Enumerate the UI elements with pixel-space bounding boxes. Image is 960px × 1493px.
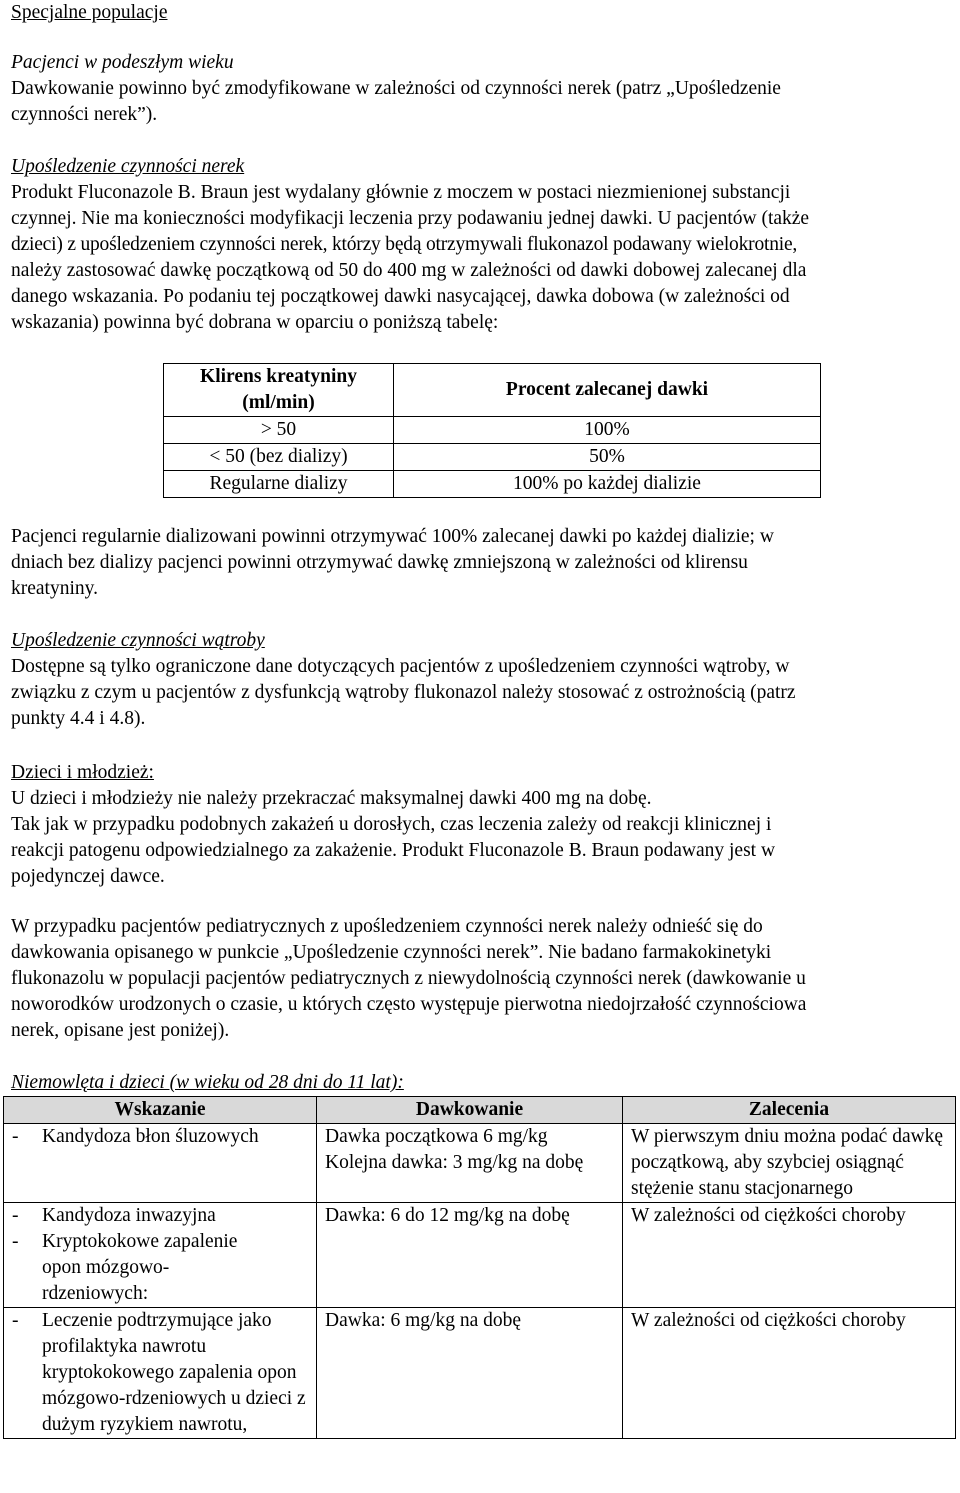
table-cell: Regularne dializy <box>164 471 394 498</box>
list-item <box>12 1229 312 1307</box>
table-cell-dose <box>317 1124 623 1203</box>
hepatic-section <box>11 628 951 732</box>
table-cell: < 50 (bez dializy) <box>164 444 394 471</box>
table-cell-recommendation: W zależności od ciężkości choroby <box>623 1203 956 1308</box>
dialysis-paragraph <box>11 524 951 602</box>
table-row <box>164 444 821 471</box>
indication-text: Kandydoza błon śluzowych <box>42 1126 259 1147</box>
dialysis-line: Pacjenci regularnie dializowani powinni otrzymywać 100% zalecanej dawki po każdej dializie; w <box>11 526 774 547</box>
renal-line: danego wskazania. Po podaniu tej początkowej dawki nasycającej, dawka dobowa (w zależności od <box>11 286 790 307</box>
renal-line: dzieci) z upośledzeniem czynności nerek, którzy będą otrzymywali flukonazol podawany wielokrotnie, <box>11 234 798 255</box>
table-header-indication: Wskazanie <box>4 1097 317 1124</box>
renal-line: należy zastosować dawkę początkową od 50 do 400 mg w zależności od dawki dobowej zalecanej dla <box>11 260 807 281</box>
table-row <box>4 1203 956 1308</box>
table-header-percent: Procent zalecanej dawki <box>394 364 821 417</box>
table-cell: 100% po każdej dializie <box>394 471 821 498</box>
children-line: reakcji patogenu odpowiedzialnego za zakażenie. Produkt Fluconazole B. Braun podawany jest w <box>11 840 776 861</box>
table-header-dosing: Dawkowanie <box>317 1097 623 1124</box>
table-cell-dose: Dawka: 6 mg/kg na dobę <box>317 1308 623 1439</box>
section-title: Specjalne populacje <box>11 2 168 23</box>
table-row <box>164 471 821 498</box>
dose-line: Dawka początkowa 6 mg/kg <box>325 1126 548 1147</box>
table-cell-indication <box>4 1203 317 1308</box>
header-line: Klirens kreatyniny <box>200 366 357 387</box>
children-line: Tak jak w przypadku podobnych zakażeń u dorosłych, czas leczenia zależy od reakcji klinicznej i <box>11 814 772 835</box>
pediatric-line: W przypadku pacjentów pediatrycznych z upośledzeniem czynności nerek należy odnieść się do <box>11 916 763 937</box>
pediatric-line: flukonazolu w populacji pacjentów pediatrycznych z niewydolnością czynności nerek (dawkowanie u <box>11 968 806 989</box>
list-dash: - <box>12 1205 19 1226</box>
table-cell-dose: Dawka: 6 do 12 mg/kg na dobę <box>317 1203 623 1308</box>
hepatic-line: punkty 4.4 i 4.8). <box>11 708 146 729</box>
list-dash: - <box>12 1126 19 1147</box>
renal-line: Produkt Fluconazole B. Braun jest wydalany głównie z moczem w postaci niezmienionej substancji <box>11 182 791 203</box>
pediatric-line: noworodków urodzonych o czasie, u których często występuje pierwotna niedojrzałość czynnościowa <box>11 994 807 1015</box>
elderly-heading: Pacjenci w podeszłym wieku <box>11 52 234 73</box>
children-line: pojedynczej dawce. <box>11 866 165 887</box>
list-item <box>12 1203 312 1229</box>
table-cell-indication <box>4 1308 317 1439</box>
dose-line: Kolejna dawka: 3 mg/kg na dobę <box>325 1152 584 1173</box>
elderly-section <box>11 50 951 128</box>
table-header-row <box>4 1097 956 1124</box>
hepatic-line: związku z czym u pacjentów z dysfunkcją wątroby flukonazol należy stosować z ostrożnością (patrz <box>11 682 796 703</box>
renal-line: wskazania) powinna być dobrana w oparciu o poniższą tabelę: <box>11 312 499 333</box>
renal-dose-table <box>163 363 821 498</box>
pediatric-line: nerek, opisane jest poniżej). <box>11 1020 230 1041</box>
infants-dosing-table <box>3 1096 956 1439</box>
table-cell-recommendation: W pierwszym dniu można podać dawkę początkową, aby szybciej osiągnąć stężenie stanu stacjonarnego <box>623 1124 956 1203</box>
table-row <box>4 1124 956 1203</box>
elderly-line: Dawkowanie powinno być zmodyfikowane w zależności od czynności nerek (patrz „Upośledzenie <box>11 78 781 99</box>
dialysis-line: dniach bez dializy pacjenci powinni otrzymywać dawkę zmniejszoną w zależności od klirensu <box>11 552 748 573</box>
list-item <box>12 1124 312 1150</box>
table-row <box>4 1308 956 1439</box>
indication-text: Kryptokokowe zapalenie opon mózgowo-rdzeniowych: <box>42 1231 238 1304</box>
children-section <box>11 760 951 890</box>
renal-heading: Upośledzenie czynności nerek <box>11 156 245 177</box>
table-header-row <box>164 364 821 417</box>
infants-heading: Niemowlęta i dzieci (w wieku od 28 dni do 11 lat): <box>11 1072 404 1093</box>
table-cell: 100% <box>394 417 821 444</box>
table-cell: > 50 <box>164 417 394 444</box>
dialysis-line: kreatyniny. <box>11 578 98 599</box>
indication-text: Leczenie podtrzymujące jako profilaktyka nawrotu kryptokokowego zapalenia opon mózgowo-rdzeniowych u dzieci z dużym ryzykiem nawrotu, <box>42 1310 306 1435</box>
renal-section <box>11 154 951 336</box>
hepatic-line: Dostępne są tylko ograniczone dane dotyczących pacjentów z upośledzeniem czynności wątroby, w <box>11 656 790 677</box>
table-header-clearance <box>164 364 394 417</box>
elderly-line: czynności nerek”). <box>11 104 158 125</box>
table-row <box>164 417 821 444</box>
header-line: (ml/min) <box>242 392 315 413</box>
table-header-recommendation: Zalecenia <box>623 1097 956 1124</box>
children-heading: Dzieci i młodzież: <box>11 762 154 783</box>
pediatric-renal-paragraph <box>11 914 951 1044</box>
table-cell-indication <box>4 1124 317 1203</box>
table-cell-recommendation: W zależności od ciężkości choroby <box>623 1308 956 1439</box>
list-dash: - <box>12 1231 19 1252</box>
pediatric-line: dawkowania opisanego w punkcie „Upośledzenie czynności nerek”. Nie badano farmakokinetyki <box>11 942 772 963</box>
renal-line: czynnej. Nie ma konieczności modyfikacji leczenia przy podawaniu jednej dawki. U pacjentów (także <box>11 208 810 229</box>
list-item <box>12 1308 312 1438</box>
table-cell: 50% <box>394 444 821 471</box>
hepatic-heading: Upośledzenie czynności wątroby <box>11 630 265 651</box>
children-line: U dzieci i młodzieży nie należy przekraczać maksymalnej dawki 400 mg na dobę. <box>11 788 652 809</box>
indication-text: Kandydoza inwazyjna <box>42 1205 216 1226</box>
list-dash: - <box>12 1310 19 1331</box>
